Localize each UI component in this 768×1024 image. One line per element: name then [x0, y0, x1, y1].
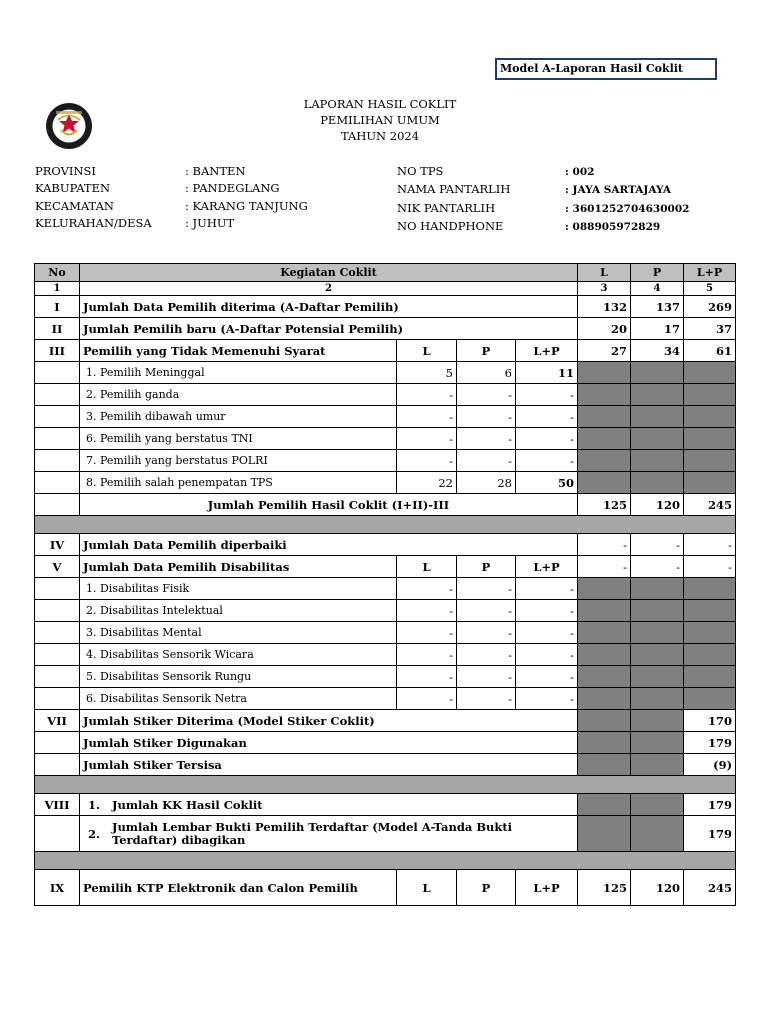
- sub-value-lp: -: [516, 450, 578, 472]
- sub-value-l: -: [397, 600, 457, 622]
- sub-value-lp: 50: [516, 472, 578, 494]
- sub-value-p: -: [457, 450, 516, 472]
- shaded-cell: [578, 794, 631, 816]
- table-row: [35, 622, 736, 644]
- sub-value-l: -: [397, 450, 457, 472]
- col-num: 2: [80, 282, 578, 296]
- shaded-cell: [578, 688, 631, 710]
- sub-header-p: P: [457, 556, 516, 578]
- sub-value-lp: -: [516, 622, 578, 644]
- row-label: [80, 816, 578, 852]
- value-lp: 179: [684, 732, 736, 754]
- value-lp: 37: [684, 318, 736, 340]
- total-l: 125: [578, 494, 631, 516]
- shaded-cell: [684, 600, 736, 622]
- shaded-cell: [631, 384, 684, 406]
- value-p: 34: [631, 340, 684, 362]
- sub-header-lp: L+P: [516, 340, 578, 362]
- table-row: [35, 710, 736, 732]
- shaded-cell: [684, 362, 736, 384]
- empty-cell: [35, 578, 80, 600]
- sub-header-l: L: [397, 870, 457, 906]
- item-number: 1.: [88, 797, 101, 812]
- sub-value-l: -: [397, 644, 457, 666]
- table-row: [35, 428, 736, 450]
- row-label: Jumlah Stiker Digunakan: [80, 732, 578, 754]
- shaded-cell: [578, 732, 631, 754]
- shaded-cell: [631, 666, 684, 688]
- item-text: Jumlah Lembar Bukti Pemilih Terdaftar (Model A-Tanda Bukti Terdaftar) dibagikan: [112, 819, 513, 847]
- col-num: 5: [684, 282, 736, 296]
- sub-header-p: P: [457, 870, 516, 906]
- item-number: 2.: [88, 826, 101, 841]
- section-divider: [35, 852, 736, 870]
- table-row: [35, 534, 736, 556]
- officer-row: NO TPS : 002: [397, 164, 595, 178]
- empty-cell: [35, 406, 80, 428]
- row-label: Jumlah Stiker Tersisa: [80, 754, 578, 776]
- shaded-cell: [631, 578, 684, 600]
- table-row: [35, 666, 736, 688]
- divider-cell: [35, 516, 736, 534]
- row-no: I: [35, 296, 80, 318]
- value-lp: 269: [684, 296, 736, 318]
- value-lp: -: [684, 556, 736, 578]
- shaded-cell: [578, 816, 631, 852]
- divider-cell: [35, 852, 736, 870]
- value-lp: 179: [684, 794, 736, 816]
- total-row: [35, 494, 736, 516]
- shaded-cell: [578, 578, 631, 600]
- total-lp: 245: [684, 494, 736, 516]
- section-divider: [35, 516, 736, 534]
- shaded-cell: [631, 450, 684, 472]
- shaded-cell: [578, 644, 631, 666]
- shaded-cell: [578, 754, 631, 776]
- table-row: [35, 318, 736, 340]
- item-text: Jumlah KK Hasil Coklit: [112, 797, 263, 812]
- sub-value-lp: -: [516, 428, 578, 450]
- title-line-1: LAPORAN HASIL COKLIT: [303, 97, 457, 111]
- empty-cell: [35, 600, 80, 622]
- kpu-logo: [44, 101, 94, 151]
- sub-item-label: 4. Disabilitas Sensorik Wicara: [80, 644, 397, 666]
- sub-item-label: 3. Disabilitas Mental: [80, 622, 397, 644]
- table-row: [35, 296, 736, 318]
- shaded-cell: [684, 644, 736, 666]
- sub-value-p: -: [457, 428, 516, 450]
- shaded-cell: [684, 406, 736, 428]
- value-lp: 170: [684, 710, 736, 732]
- row-label: Pemilih KTP Elektronik dan Calon Pemilih: [80, 870, 397, 906]
- sub-value-l: -: [397, 384, 457, 406]
- row-no: IV: [35, 534, 80, 556]
- shaded-cell: [578, 406, 631, 428]
- report-title: [230, 96, 530, 144]
- table-row: [35, 406, 736, 428]
- sub-item-label: 5. Disabilitas Sensorik Rungu: [80, 666, 397, 688]
- shaded-cell: [631, 406, 684, 428]
- header-l: L: [578, 264, 631, 282]
- empty-cell: [35, 472, 80, 494]
- officer-row: NIK PANTARLIH : 3601252704630002: [397, 200, 690, 215]
- value-lp: -: [684, 534, 736, 556]
- sub-value-p: -: [457, 406, 516, 428]
- sub-value-lp: -: [516, 578, 578, 600]
- empty-cell: [35, 732, 80, 754]
- row-label: Jumlah Data Pemilih Disabilitas: [80, 556, 397, 578]
- header-lp: L+P: [684, 264, 736, 282]
- column-number-row: [35, 282, 736, 296]
- shaded-cell: [631, 472, 684, 494]
- sub-value-lp: -: [516, 644, 578, 666]
- value-p: -: [631, 534, 684, 556]
- form-model-label: Model A-Laporan Hasil Coklit: [495, 58, 717, 80]
- shaded-cell: [578, 666, 631, 688]
- sub-value-lp: -: [516, 384, 578, 406]
- shaded-cell: [631, 688, 684, 710]
- value-l: -: [578, 556, 631, 578]
- value-lp: 179: [684, 816, 736, 852]
- sub-value-p: -: [457, 688, 516, 710]
- sub-value-p: 6: [457, 362, 516, 384]
- sub-value-l: -: [397, 578, 457, 600]
- sub-item-label: 1. Pemilih Meninggal: [80, 362, 397, 384]
- col-num: 3: [578, 282, 631, 296]
- table-row: [35, 472, 736, 494]
- shaded-cell: [631, 600, 684, 622]
- shaded-cell: [684, 578, 736, 600]
- row-no: III: [35, 340, 80, 362]
- empty-cell: [35, 688, 80, 710]
- table-row: [35, 556, 736, 578]
- region-row: KECAMATAN : KARANG TANJUNG: [35, 198, 308, 213]
- row-label: Jumlah Pemilih baru (A-Daftar Potensial Pemilih): [80, 318, 578, 340]
- shaded-cell: [684, 450, 736, 472]
- header-no: No: [35, 264, 80, 282]
- table-row: [35, 600, 736, 622]
- value-p: 17: [631, 318, 684, 340]
- sub-item-label: 1. Disabilitas Fisik: [80, 578, 397, 600]
- sub-item-label: 8. Pemilih salah penempatan TPS: [80, 472, 397, 494]
- value-l: -: [578, 534, 631, 556]
- table-row: [35, 870, 736, 906]
- coklit-table: [34, 263, 736, 906]
- shaded-cell: [631, 732, 684, 754]
- sub-item-label: 3. Pemilih dibawah umur: [80, 406, 397, 428]
- empty-cell: [35, 754, 80, 776]
- officer-info: [397, 163, 689, 236]
- row-no: IX: [35, 870, 80, 906]
- col-num: 4: [631, 282, 684, 296]
- empty-cell: [35, 450, 80, 472]
- empty-cell: [35, 428, 80, 450]
- shaded-cell: [578, 362, 631, 384]
- shaded-cell: [578, 622, 631, 644]
- region-info: [35, 163, 308, 232]
- value-l: 125: [578, 870, 631, 906]
- value-lp: 245: [684, 870, 736, 906]
- row-label: Jumlah Data Pemilih diterima (A-Daftar Pemilih): [80, 296, 578, 318]
- table-row: [35, 578, 736, 600]
- sub-value-l: -: [397, 428, 457, 450]
- table-row: [35, 644, 736, 666]
- sub-value-l: -: [397, 688, 457, 710]
- sub-header-lp: L+P: [516, 870, 578, 906]
- value-l: 132: [578, 296, 631, 318]
- sub-header-l: L: [397, 556, 457, 578]
- row-no: II: [35, 318, 80, 340]
- sub-item-label: 2. Disabilitas Intelektual: [80, 600, 397, 622]
- shaded-cell: [578, 710, 631, 732]
- officer-row: NO HANDPHONE : 088905972829: [397, 218, 661, 233]
- sub-item-label: 7. Pemilih yang berstatus POLRI: [80, 450, 397, 472]
- table-row: [35, 754, 736, 776]
- sub-value-l: -: [397, 406, 457, 428]
- row-label: Jumlah Stiker Diterima (Model Stiker Coklit): [80, 710, 578, 732]
- section-divider: [35, 776, 736, 794]
- row-no: VII: [35, 710, 80, 732]
- shaded-cell: [684, 384, 736, 406]
- sub-value-p: -: [457, 622, 516, 644]
- sub-value-l: -: [397, 666, 457, 688]
- shaded-cell: [631, 754, 684, 776]
- sub-header-p: P: [457, 340, 516, 362]
- header-p: P: [631, 264, 684, 282]
- sub-header-lp: L+P: [516, 556, 578, 578]
- table-row: [35, 816, 736, 852]
- empty-cell: [35, 384, 80, 406]
- shaded-cell: [631, 794, 684, 816]
- region-row: KABUPATEN : PANDEGLANG: [35, 181, 280, 196]
- total-label: Jumlah Pemilih Hasil Coklit (I+II)-III: [80, 494, 578, 516]
- sub-value-p: -: [457, 644, 516, 666]
- value-l: 27: [578, 340, 631, 362]
- region-row: PROVINSI : BANTEN: [35, 164, 246, 178]
- sub-value-p: -: [457, 578, 516, 600]
- sub-value-p: -: [457, 384, 516, 406]
- table-header: [35, 264, 736, 282]
- row-label: [80, 794, 578, 816]
- shaded-cell: [578, 384, 631, 406]
- sub-item-label: 6. Disabilitas Sensorik Netra: [80, 688, 397, 710]
- sub-value-lp: 11: [516, 362, 578, 384]
- sub-value-l: -: [397, 622, 457, 644]
- col-num: 1: [35, 282, 80, 296]
- table-row: [35, 688, 736, 710]
- shaded-cell: [684, 666, 736, 688]
- sub-value-p: -: [457, 666, 516, 688]
- sub-value-lp: -: [516, 666, 578, 688]
- empty-cell: [35, 666, 80, 688]
- shaded-cell: [631, 362, 684, 384]
- sub-item-label: 6. Pemilih yang berstatus TNI: [80, 428, 397, 450]
- table-row: [35, 340, 736, 362]
- sub-value-p: -: [457, 600, 516, 622]
- shaded-cell: [631, 622, 684, 644]
- value-p: 137: [631, 296, 684, 318]
- value-l: 20: [578, 318, 631, 340]
- title-line-2: PEMILIHAN UMUM: [320, 113, 440, 127]
- sub-value-l: 5: [397, 362, 457, 384]
- header-kegiatan: Kegiatan Coklit: [80, 264, 578, 282]
- empty-cell: [35, 816, 80, 852]
- sub-value-lp: -: [516, 688, 578, 710]
- title-line-3: TAHUN 2024: [340, 129, 420, 143]
- row-no: VIII: [35, 794, 80, 816]
- table-row: [35, 794, 736, 816]
- shaded-cell: [578, 428, 631, 450]
- shaded-cell: [684, 428, 736, 450]
- row-no: V: [35, 556, 80, 578]
- sub-value-p: 28: [457, 472, 516, 494]
- table-row: [35, 362, 736, 384]
- sub-item-label: 2. Pemilih ganda: [80, 384, 397, 406]
- value-lp: (9): [684, 754, 736, 776]
- row-label: Jumlah Data Pemilih diperbaiki: [80, 534, 578, 556]
- shaded-cell: [578, 450, 631, 472]
- row-label: Pemilih yang Tidak Memenuhi Syarat: [80, 340, 397, 362]
- divider-cell: [35, 776, 736, 794]
- shaded-cell: [684, 688, 736, 710]
- shaded-cell: [684, 622, 736, 644]
- value-lp: 61: [684, 340, 736, 362]
- empty-cell: [35, 362, 80, 384]
- shaded-cell: [684, 472, 736, 494]
- empty-cell: [35, 644, 80, 666]
- value-p: -: [631, 556, 684, 578]
- total-p: 120: [631, 494, 684, 516]
- sub-value-l: 22: [397, 472, 457, 494]
- region-row: KELURAHAN/DESA : JUHUT: [35, 215, 235, 230]
- table-row: [35, 732, 736, 754]
- sub-value-lp: -: [516, 406, 578, 428]
- sub-value-lp: -: [516, 600, 578, 622]
- shaded-cell: [578, 600, 631, 622]
- shaded-cell: [631, 816, 684, 852]
- shaded-cell: [631, 428, 684, 450]
- sub-header-l: L: [397, 340, 457, 362]
- table-row: [35, 384, 736, 406]
- empty-cell: [35, 622, 80, 644]
- officer-row: NAMA PANTARLIH : JAYA SARTAJAYA: [397, 182, 671, 197]
- empty-cell: [35, 494, 80, 516]
- table-row: [35, 450, 736, 472]
- shaded-cell: [631, 644, 684, 666]
- shaded-cell: [578, 472, 631, 494]
- shaded-cell: [631, 710, 684, 732]
- value-p: 120: [631, 870, 684, 906]
